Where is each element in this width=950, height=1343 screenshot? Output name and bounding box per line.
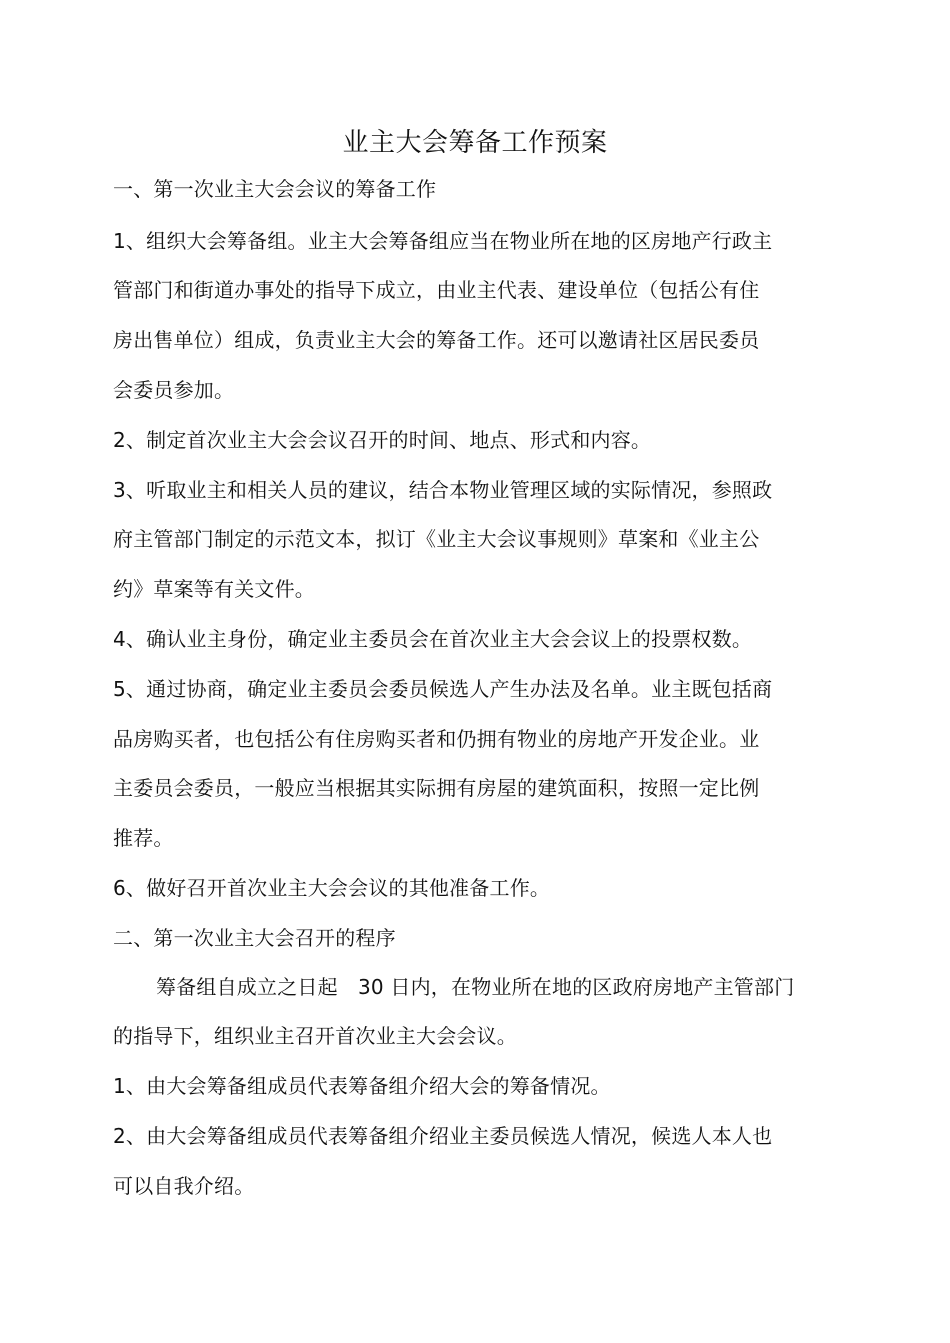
paragraph-line: 可以自我介绍。: [113, 1174, 255, 1198]
paragraph-line: 品房购买者，也包括公有住房购买者和仍拥有物业的房地产开发企业。业: [113, 727, 760, 751]
paragraph-line: 房出售单位）组成，负责业主大会的筹备工作。还可以邀请社区居民委员: [113, 328, 760, 352]
paragraph-line: 1、由大会筹备组成员代表筹备组介绍大会的筹备情况。: [113, 1074, 611, 1098]
paragraph-line: 2、制定首次业主大会会议召开的时间、地点、形式和内容。: [113, 428, 652, 452]
section-heading-2: 二、第一次业主大会召开的程序: [113, 926, 396, 950]
paragraph-line: 3、听取业主和相关人员的建议，结合本物业管理区域的实际情况，参照政: [113, 478, 773, 502]
paragraph-line: 2、由大会筹备组成员代表筹备组介绍业主委员候选人情况，候选人本人也: [113, 1124, 773, 1148]
paragraph-line: 4、确认业主身份，确定业主委员会在首次业主大会会议上的投票权数。: [113, 627, 753, 651]
paragraph-line: 府主管部门制定的示范文本，拟订《业主大会议事规则》草案和《业主公: [113, 527, 760, 551]
paragraph-line: 约》草案等有关文件。: [113, 577, 315, 601]
paragraph-line: 筹备组自成立之日起 30 日内，在物业所在地的区政府房地产主管部门: [156, 975, 795, 999]
paragraph-line: 6、做好召开首次业主大会会议的其他准备工作。: [113, 876, 551, 900]
paragraph-line: 的指导下，组织业主召开首次业主大会会议。: [113, 1024, 517, 1048]
document-title: 业主大会筹备工作预案: [342, 128, 608, 158]
paragraph-line: 主委员会委员，一般应当根据其实际拥有房屋的建筑面积，按照一定比例: [113, 776, 760, 800]
section-heading-1: 一、第一次业主大会会议的筹备工作: [113, 177, 437, 201]
paragraph-line: 管部门和街道办事处的指导下成立，由业主代表、建设单位（包括公有住: [113, 278, 760, 302]
paragraph-line: 推荐。: [113, 826, 174, 850]
paragraph-line: 1、组织大会筹备组。业主大会筹备组应当在物业所在地的区房地产行政主: [113, 229, 773, 253]
paragraph-line: 5、通过协商，确定业主委员会委员候选人产生办法及名单。业主既包括商: [113, 677, 773, 701]
paragraph-line: 会委员参加。: [113, 378, 235, 402]
